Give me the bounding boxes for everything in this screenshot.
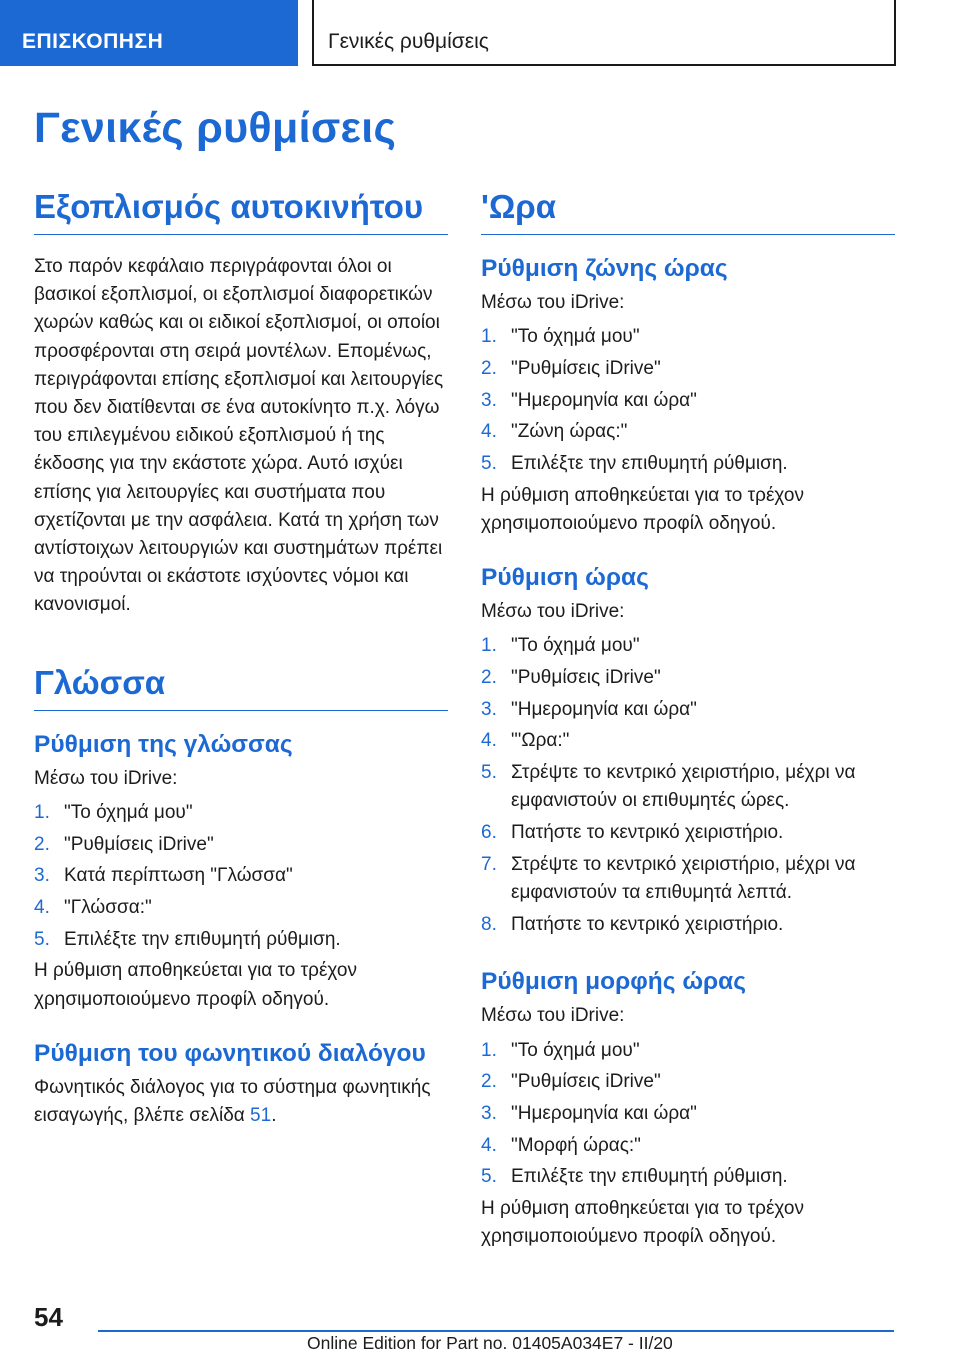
step-number: 5. <box>34 928 50 950</box>
step-text: "'Ωρα:" <box>511 730 570 752</box>
time-zone-note: Η ρύθμιση αποθηκεύεται για το τρέχον χρησιμοποιούμενο προφίλ οδηγού. <box>481 484 804 534</box>
step-item <box>481 727 895 755</box>
step-text: Κατά περίπτωση "Γλώσσα" <box>64 865 293 887</box>
step-text: Πατήστε το κεντρικό χειριστήριο. <box>511 913 784 935</box>
step-item <box>34 862 448 890</box>
time-setting-intro: Μέσω του iDrive: <box>481 601 625 623</box>
step-number: 5. <box>481 762 497 784</box>
step-text: "Γλώσσα:" <box>64 896 152 918</box>
section-heading-vehicle-equipment: Εξοπλισμός αυτοκινήτου <box>34 188 448 235</box>
step-text: "Ρυθμίσεις iDrive" <box>64 833 214 855</box>
language-note: Η ρύθμιση αποθηκεύεται για το τρέχον χρησιμοποιούμενο προφίλ οδηγού. <box>34 960 357 1010</box>
step-text: "Ρυθμίσεις iDrive" <box>511 1071 661 1093</box>
subheading-time-setting: Ρύθμιση ώρας <box>481 564 649 592</box>
step-item <box>481 1100 895 1128</box>
step-item <box>481 1037 895 1065</box>
step-number: 2. <box>481 1071 497 1093</box>
step-item <box>34 926 448 954</box>
step-number: 4. <box>481 730 497 752</box>
step-text: "Το όχημά μου" <box>64 801 193 823</box>
step-number: 1. <box>481 1039 497 1061</box>
step-number: 4. <box>481 421 497 443</box>
step-text: Στρέψτε το κεντρικό χειριστήριο, μέχρι να εμφανιστούν οι επιθυμητές ώρες. <box>511 762 856 812</box>
step-number: 1. <box>481 635 497 657</box>
time-format-note: Η ρύθμιση αποθηκεύεται για το τρέχον χρησιμοποιούμενο προφίλ οδηγού. <box>481 1198 804 1248</box>
step-number: 1. <box>34 801 50 823</box>
step-item <box>481 851 895 907</box>
section-heading-language: Γλώσσα <box>34 664 448 711</box>
step-item <box>481 418 895 446</box>
step-item <box>34 894 448 922</box>
voice-dialog-end: . <box>271 1104 277 1126</box>
subheading-voice-dialog: Ρύθμιση του φωνητικού διαλόγου <box>34 1039 426 1067</box>
step-item <box>481 632 895 660</box>
step-number: 2. <box>481 357 497 379</box>
step-number: 2. <box>481 667 497 689</box>
step-text: "Ημερομηνία και ώρα" <box>511 389 697 411</box>
page-reference-link[interactable]: 51 <box>250 1104 272 1126</box>
step-number: 3. <box>481 389 497 411</box>
subheading-time-zone: Ρύθμιση ζώνης ώρας <box>481 255 728 282</box>
vehicle-equipment-text: Στο παρόν κεφάλαιο περιγράφονται όλοι οι βασικοί εξοπλισμοί, οι εξοπλισμοί διαφορετικών χωρών καθώς και οι ειδικοί εξοπλισμοί, οι οποίοι προσφέρονται στη σειρά μοντέλων. Επομένως, περιγράφονται επίσης εξοπλισμοί και λειτουργίες που δεν διατίθενται σε ένα αυτοκίνητο π.χ. λόγω του επιλεγμένου ειδικού εξοπλισμού ή της έκδοσης για την εκάστοτε χώρα. Αυτό ισχύει επίσης για λειτουργίες και συστήματα που σχετίζονται με την ασφάλεια. Κατά τη χρήση των αντίστοιχων λειτουργιών και συστημάτων πρέπει να τηρούνται οι εκάστοτε ισχύοντες νόμοι και κανονισμοί. <box>34 256 444 616</box>
step-item <box>481 911 895 939</box>
step-text: "Το όχημά μου" <box>511 326 640 348</box>
step-text: Επιλέξτε την επιθυμητή ρύθμιση. <box>511 1166 788 1188</box>
step-text: "Ρυθμίσεις iDrive" <box>511 667 661 689</box>
step-text: Πατήστε το κεντρικό χειριστήριο. <box>511 822 784 844</box>
step-item <box>481 1163 895 1191</box>
step-number: 8. <box>481 913 497 935</box>
step-text: Επιλέξτε την επιθυμητή ρύθμιση. <box>511 453 788 475</box>
step-number: 3. <box>481 698 497 720</box>
step-number: 5. <box>481 453 497 475</box>
step-item <box>481 355 895 383</box>
step-number: 2. <box>34 833 50 855</box>
footer-edition-text: Online Edition for Part no. 01405A034E7 - II/20 <box>307 1333 673 1353</box>
time-zone-intro: Μέσω του iDrive: <box>481 292 625 313</box>
step-number: 5. <box>481 1166 497 1188</box>
left-column <box>34 188 448 1130</box>
step-text: "Ζώνη ώρας:" <box>511 421 628 443</box>
step-text: "Ημερομηνία και ώρα" <box>511 698 697 720</box>
step-item <box>481 323 895 351</box>
time-zone-steps <box>481 323 895 478</box>
language-steps <box>34 799 448 954</box>
page-number: 54 <box>34 1302 63 1332</box>
tab-general-settings[interactable]: Γενικές ρυθμίσεις <box>312 0 896 66</box>
footer-divider <box>98 1330 894 1332</box>
voice-dialog-text <box>34 1074 448 1130</box>
step-item <box>481 1068 895 1096</box>
step-number: 6. <box>481 822 497 844</box>
step-number: 1. <box>481 326 497 348</box>
step-item <box>34 831 448 859</box>
step-text: "Ρυθμίσεις iDrive" <box>511 357 661 379</box>
step-text: "Μορφή ώρας:" <box>511 1134 641 1156</box>
step-number: 3. <box>481 1102 497 1124</box>
step-item <box>481 450 895 478</box>
step-item <box>481 819 895 847</box>
time-format-intro: Μέσω του iDrive: <box>481 1005 625 1027</box>
time-format-steps <box>481 1037 895 1192</box>
step-number: 4. <box>34 896 50 918</box>
time-setting-steps <box>481 632 895 939</box>
right-column <box>481 188 895 1251</box>
step-item <box>481 387 895 415</box>
step-text: "Ημερομηνία και ώρα" <box>511 1102 697 1124</box>
step-text: Επιλέξτε την επιθυμητή ρύθμιση. <box>64 928 341 950</box>
step-text: "Το όχημά μου" <box>511 635 640 657</box>
page-title: Γενικές ρυθμίσεις <box>34 104 397 152</box>
step-item <box>481 1132 895 1160</box>
step-text: "Το όχημά μου" <box>511 1039 640 1061</box>
step-number: 7. <box>481 853 497 875</box>
voice-dialog-body: Φωνητικός διάλογος για το σύστημα φωνητικής εισαγωγής, βλέπε σελίδα <box>34 1076 431 1126</box>
step-item <box>481 696 895 724</box>
language-intro: Μέσω του iDrive: <box>34 767 178 789</box>
step-number: 3. <box>34 865 50 887</box>
header-tabs <box>0 0 960 66</box>
step-number: 4. <box>481 1134 497 1156</box>
step-item <box>34 799 448 827</box>
step-text: Στρέψτε το κεντρικό χειριστήριο, μέχρι να εμφανιστούν τα επιθυμητά λεπτά. <box>511 853 856 903</box>
step-item <box>481 664 895 692</box>
section-heading-time: 'Ωρα <box>481 188 895 235</box>
subheading-language-setting: Ρύθμιση της γλώσσας <box>34 730 293 758</box>
step-item <box>481 759 895 815</box>
tab-overview[interactable]: ΕΠΙΣΚΟΠΗΣΗ <box>0 0 298 66</box>
subheading-time-format: Ρύθμιση μορφής ώρας <box>481 968 746 996</box>
